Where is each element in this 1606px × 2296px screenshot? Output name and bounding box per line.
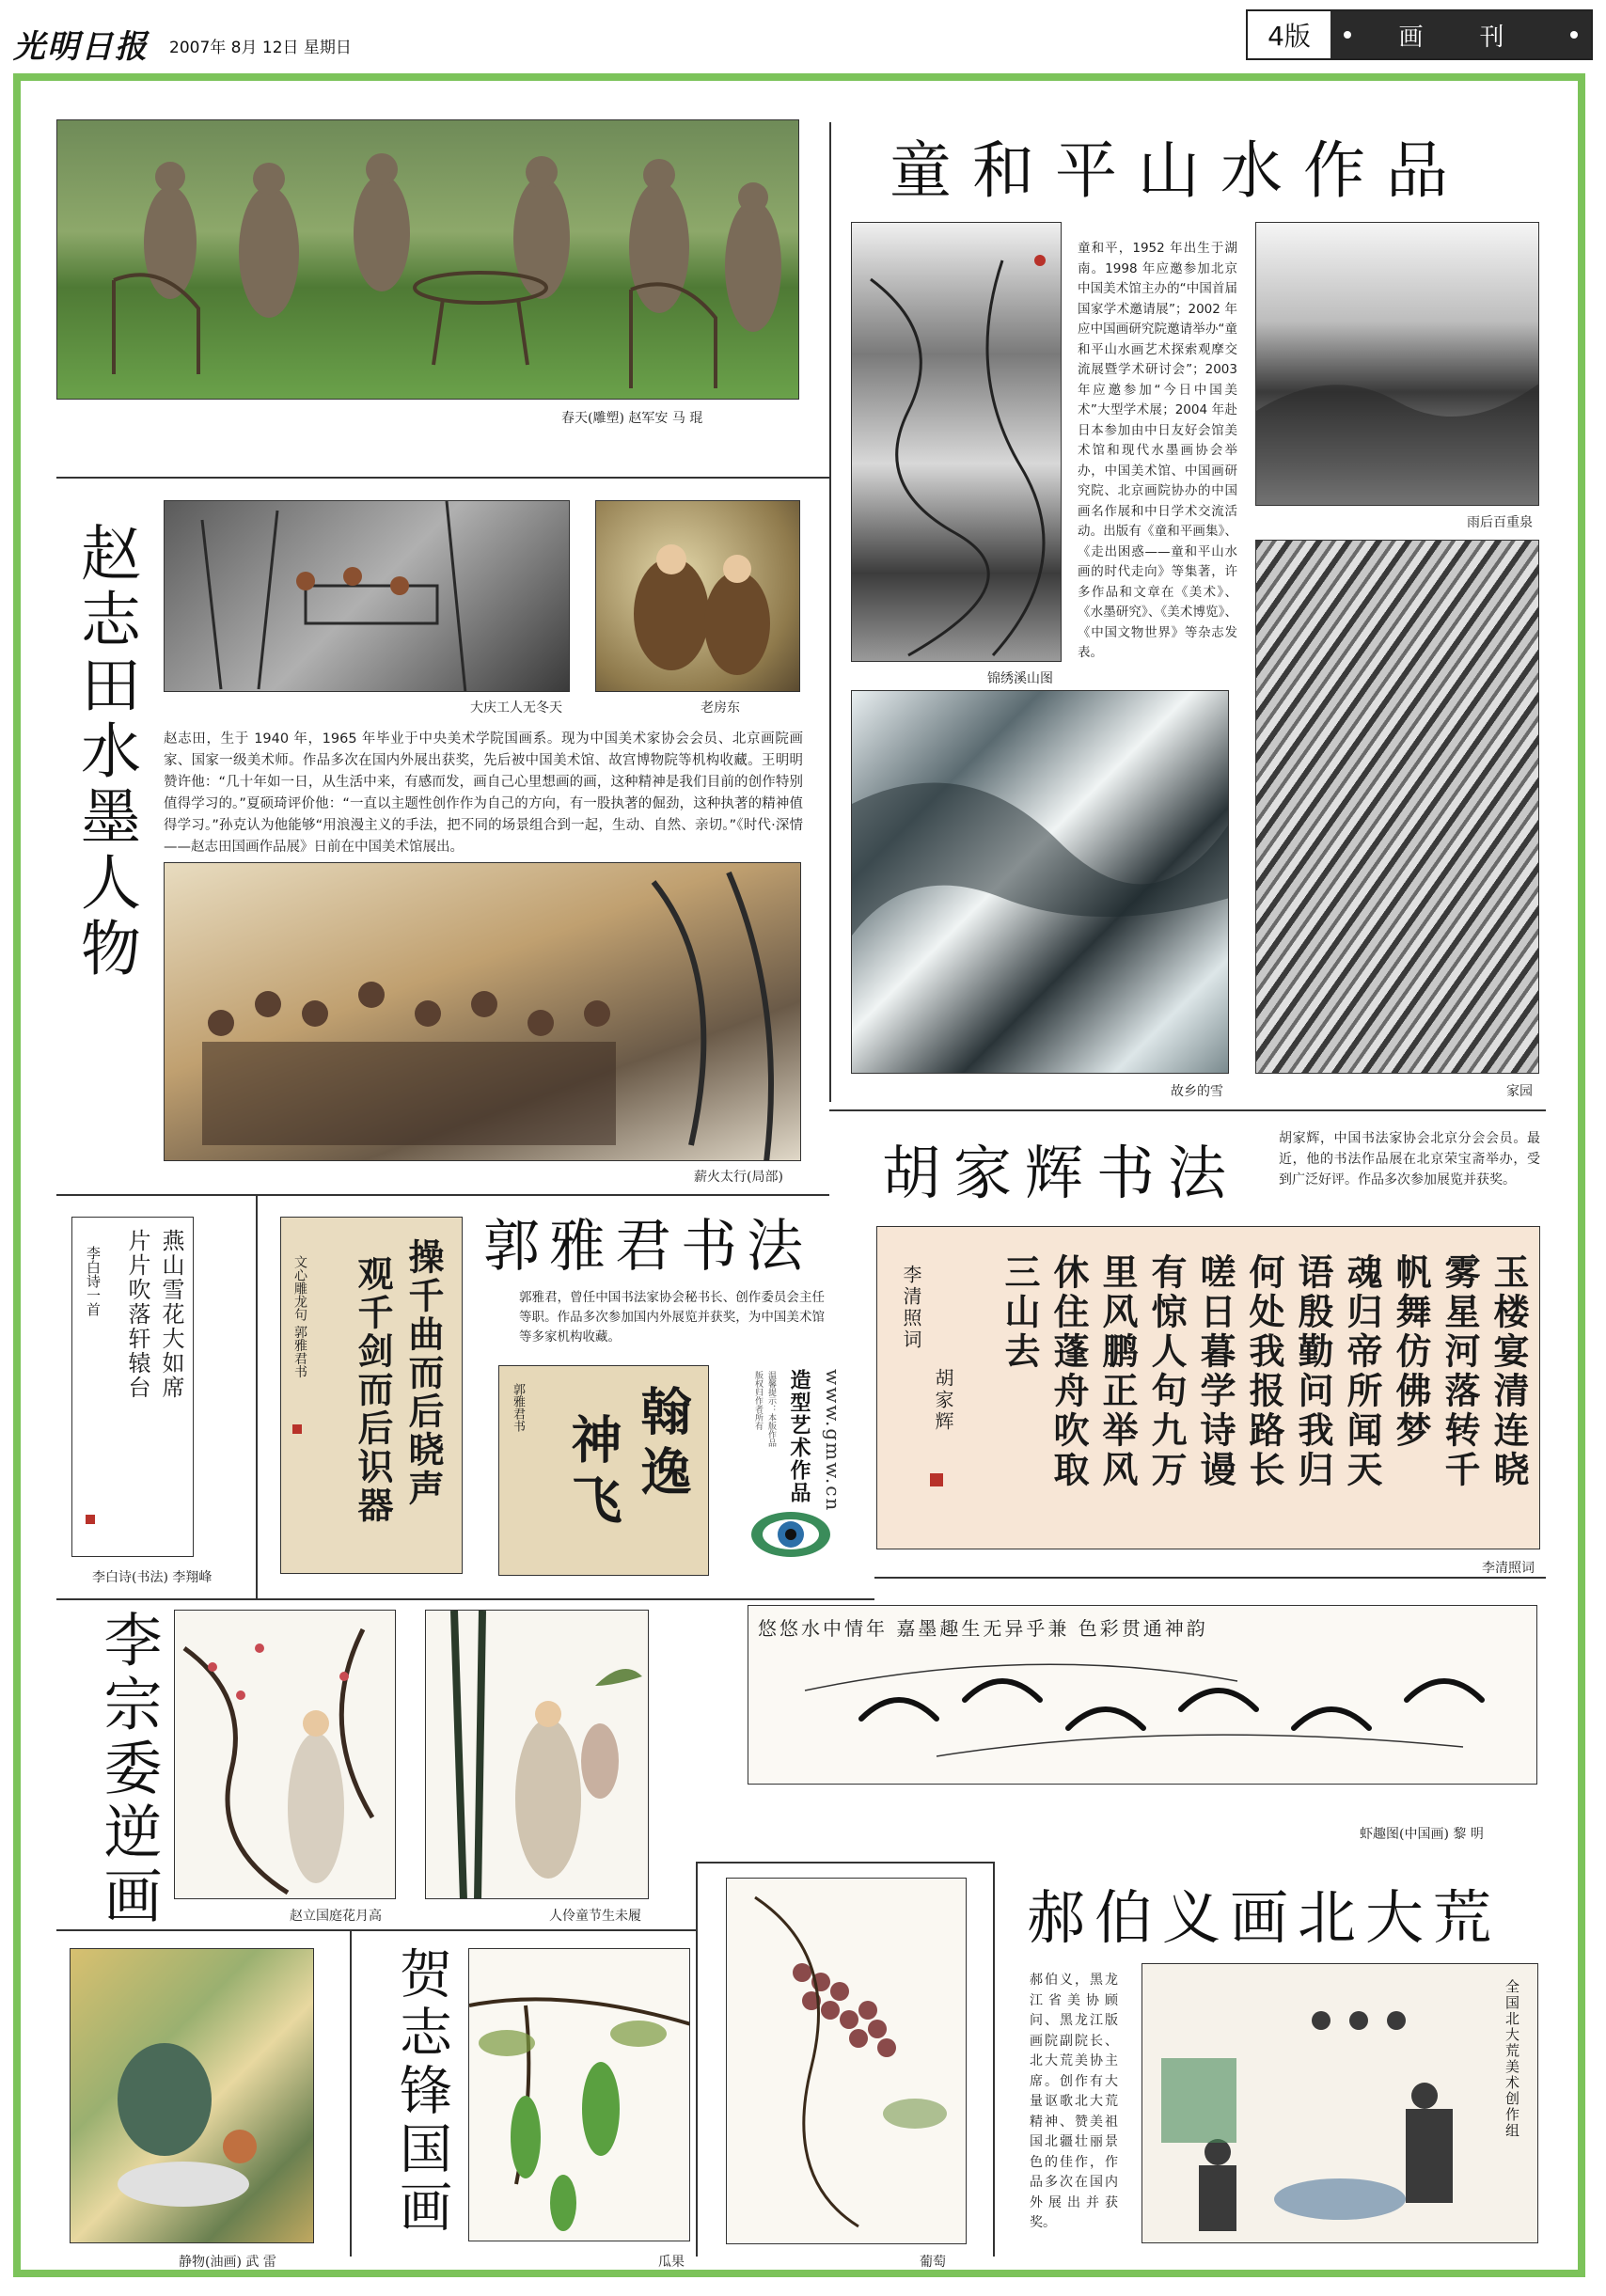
painting-beidahuang: [1142, 1963, 1538, 2243]
gmw-ad[interactable]: [741, 1365, 850, 1591]
column-rule: [829, 122, 831, 1102]
eye-logo-icon: [748, 1504, 833, 1565]
painting-jiayuan: [1255, 540, 1539, 1074]
painting-melon: [468, 1948, 690, 2241]
section-rule: [696, 1862, 993, 1864]
guo-calligraphy-1: [280, 1217, 463, 1574]
painting-daqing: [164, 500, 570, 692]
painting-jiayuan-caption: 家园: [1506, 1084, 1533, 1099]
li-bai-calligraphy: [71, 1217, 194, 1557]
painting-guxiang-caption: 故乡的雪: [1171, 1084, 1223, 1099]
hu-caption: 李清照词: [1482, 1561, 1535, 1576]
calligraphy-column: 语殷勤问我归: [1292, 1253, 1334, 1490]
painting-yuhou: [1255, 222, 1539, 506]
column-rule: [696, 1862, 698, 2257]
sculpture-figures: [57, 120, 799, 400]
calligraphy-column: 操千曲而后晓声: [402, 1238, 445, 1508]
section-rule: [56, 1194, 829, 1196]
bullet-icon: [1344, 31, 1351, 39]
column-rule: [993, 1862, 995, 2257]
hu-title: 胡家辉书法: [882, 1139, 1240, 1207]
painting-jinxiu-caption: 锦绣溪山图: [987, 671, 1053, 686]
ad-url[interactable]: www.gmw.cn: [822, 1369, 844, 1513]
calligraphy-column: 观千剑而后识器: [352, 1255, 394, 1525]
bullet-icon: [1570, 31, 1578, 39]
calligraphy-column: 片片吹落轩辕台: [124, 1229, 150, 1400]
guo-title: 郭雅君书法: [483, 1214, 812, 1280]
calligraphy-column: 三山去: [999, 1253, 1041, 1372]
painting-taihang-caption: 薪火太行(局部): [694, 1170, 783, 1185]
section-rule: [56, 1929, 696, 1931]
newspaper-logo: 光明日报: [13, 28, 149, 66]
section-rule: [56, 477, 829, 479]
calligraphy-column: 玉楼宴清连晓: [1488, 1253, 1530, 1490]
calligraphy-column: 何处我报路长: [1243, 1253, 1285, 1490]
painting-jinxiu: [851, 222, 1062, 662]
painting-li-1: [174, 1610, 396, 1899]
zhao-title: 赵志田水墨人物: [71, 522, 140, 983]
tong-title: 童和平山水作品: [890, 134, 1469, 207]
section-label: [1330, 11, 1591, 58]
seal-icon: [86, 1515, 95, 1524]
he-title: 贺志锋国画: [391, 1946, 452, 2238]
ad-note: 版权归作者所有: [753, 1371, 763, 1430]
calligraphy-column: 翰逸: [633, 1385, 693, 1505]
column-rule: [350, 1929, 352, 2257]
calligraphy-column: 嗟日暮学诗谩: [1194, 1253, 1236, 1490]
page-number: 4版: [1248, 11, 1330, 58]
painting-daqing-caption: 大庆工人无冬天: [470, 700, 562, 716]
painting-li-2-caption: 人伶童节生未履: [549, 1909, 641, 1924]
section-rule: [829, 1109, 1546, 1111]
calligraphy-column: 帆舞仿佛梦: [1390, 1253, 1432, 1451]
hao-bio: 郝伯义，黑龙江省美协顾问、黑龙江版画院副院长、北大荒美协主席。创作有大量讴歌北大荒精神、赞美祖国北疆壮丽景色的佳作，作品多次在国内外展出并获奖。: [1030, 1973, 1118, 2230]
calligraphy-column: 里风鹏正举风: [1096, 1253, 1139, 1490]
calligraphy-column: 有惊人句九万: [1145, 1253, 1188, 1490]
still-life-caption: 静物(油画) 武 雷: [179, 2255, 276, 2270]
section-rule: [56, 1598, 874, 1600]
calligraphy-column: 燕山雪花大如席: [158, 1229, 184, 1400]
tong-bio: 童和平，1952 年出生于湖南。1998 年应邀参加北京中国美术馆主办的“中国首届国家学术邀请展”；2002 年应中国画研究院邀请举办“童和平山水画艺术探索观摩交流展暨学术研讨会”；2003 年应邀参加“今日中国美术”大型学术展；2004 年赴日本参加由中日友好会馆美术馆和现代水墨画协会举办，中国美术馆、中国画研究院、北京画院协办的中国画名作展和中日学术交流活动。出版有《童和平画集》、《走出困惑——童和平山水画的时代走向》等集著，许多作品和文章在《美术》、《水墨研究》、《美术博览》、《中国文物世界》等杂志发表。: [1078, 241, 1237, 660]
melon-caption: 瓜果: [658, 2255, 685, 2270]
painting-shrimp: [748, 1605, 1537, 1785]
painting-grapes: [726, 1878, 967, 2244]
guo-calligraphy-2: [498, 1365, 709, 1576]
painting-li-1-caption: 赵立国庭花月高: [290, 1909, 382, 1924]
ad-title: 造型艺术作品: [787, 1369, 811, 1504]
page-tag: [1246, 9, 1593, 60]
issue-date: 2007年 8月 12日 星期日: [169, 39, 352, 57]
calligraphy-column: 魂归帝所闻天: [1341, 1253, 1383, 1490]
guo-bio: 郭雅君，曾任中国书法家协会秘书长、创作委员会主任等职。作品多次参加国内外展览并获奖，为中国美术馆等多家机构收藏。: [519, 1290, 825, 1345]
calligraphy-signature: 李清照词: [900, 1265, 922, 1351]
hu-calligraphy: [876, 1226, 1540, 1549]
calligraphy-signature: 郭雅君书: [511, 1383, 525, 1432]
shrimp-caption: 虾趣图(中国画) 黎 明: [1360, 1827, 1484, 1842]
calligraphy-signature: 李白诗一首: [85, 1246, 102, 1316]
calligraphy-column: 神飞: [563, 1413, 623, 1533]
section-name: 画刊: [1398, 23, 1561, 52]
calligraphy-column: 休住蓬舟吹取: [1047, 1253, 1090, 1490]
section-rule: [874, 1577, 1546, 1579]
calligraphy-signature: 胡家辉: [932, 1368, 954, 1433]
calligraphy-signature: 文心雕龙句 郭雅君书: [292, 1255, 307, 1378]
hao-title: 郝伯义画北大荒: [1027, 1883, 1502, 1952]
painting-taihang: [164, 862, 801, 1161]
grapes-caption: 葡萄: [920, 2255, 946, 2270]
li-title: 李宗委逆画: [94, 1610, 163, 1929]
column-rule: [256, 1194, 258, 1598]
seal-icon: [930, 1473, 943, 1486]
painting-landlord: [595, 500, 800, 692]
sculpture-caption: 春天(雕塑) 赵军安 马 琨: [561, 411, 703, 426]
li-bai-caption: 李白诗(书法) 李翔峰: [92, 1570, 213, 1585]
painting-inscription: 全国北大荒美术创作组: [1504, 1979, 1520, 2139]
painting-li-2: [425, 1610, 649, 1899]
painting-yuhou-caption: 雨后百重泉: [1467, 515, 1533, 530]
sculpture-photo: [56, 119, 799, 400]
seal-icon: [292, 1424, 302, 1434]
painting-landlord-caption: 老房东: [701, 700, 740, 716]
ad-note: 温馨提示：本版作品: [766, 1371, 776, 1447]
painting-guxiang: [851, 690, 1229, 1074]
calligraphy-column: 雾星河落转千: [1439, 1253, 1481, 1490]
zhao-bio: 赵志田，生于 1940 年，1965 年毕业于中央美术学院国画系。现为中国美术家协会会员、北京画院画家、国家一级美术师。作品多次在国内外展出获奖，先后被中国美术馆、故宫博物院等机构收藏。王明明赞许他：“几十年如一日，从生活中来，有感而发，画自己心里想画的画，这种精神是我们目前的创作特别值得学习的。”夏硕琦评价他：“一直以主题性创作作为自己的方向，有一股执著的倔劲，这种执著的精神值得学习。”孙克认为他能够“用浪漫主义的手法，把不同的场景组合到一起，生动、自然、亲切。”《时代·深情——赵志田国画作品展》日前在中国美术馆展出。: [164, 731, 803, 855]
painting-still-life: [70, 1948, 314, 2243]
hu-bio: 胡家辉，中国书法家协会北京分会会员。最近，他的书法作品展在北京荣宝斋举办，受到广泛好评。作品多次参加展览并获奖。: [1279, 1131, 1540, 1187]
shrimp-inscription: 悠悠水中情年 嘉墨趣生无异乎兼 色彩贯通神韵: [758, 1617, 1208, 1640]
